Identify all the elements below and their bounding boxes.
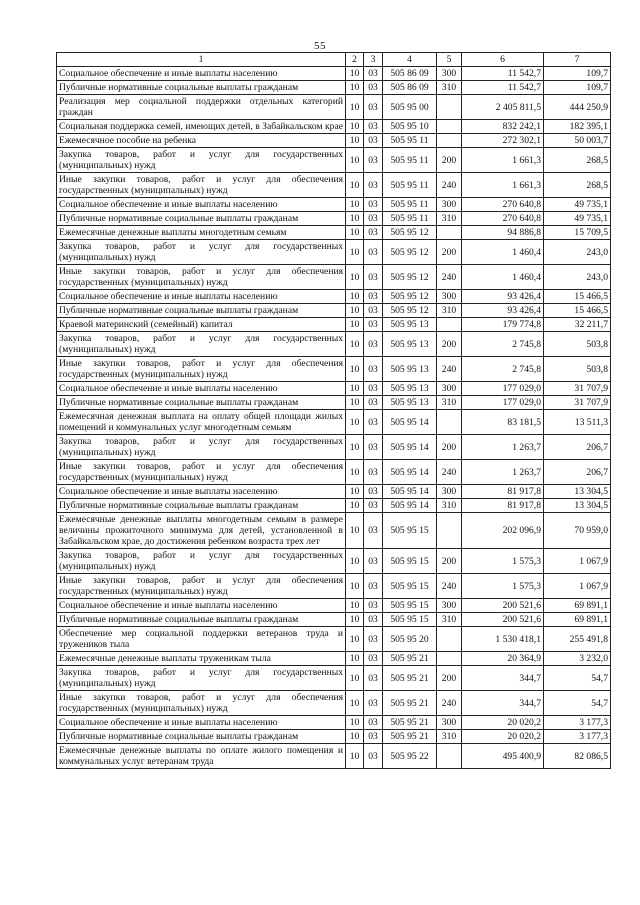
row-description: Публичные нормативные социальные выплаты гражданам bbox=[57, 499, 346, 513]
page-number: 55 bbox=[314, 40, 326, 52]
section-code: 10 bbox=[346, 357, 364, 382]
table-row bbox=[57, 652, 611, 666]
subsection-code: 03 bbox=[364, 691, 383, 716]
amount-total: 1 263,7 bbox=[462, 460, 544, 485]
expense-type-code: 310 bbox=[437, 212, 462, 226]
subsection-code: 03 bbox=[364, 332, 383, 357]
amount-total: 177 029,0 bbox=[462, 382, 544, 396]
table-row bbox=[57, 613, 611, 627]
section-code: 10 bbox=[346, 574, 364, 599]
section-code: 10 bbox=[346, 599, 364, 613]
target-article-code: 505 95 13 bbox=[383, 318, 437, 332]
subsection-code: 03 bbox=[364, 410, 383, 435]
subsection-code: 03 bbox=[364, 652, 383, 666]
section-code: 10 bbox=[346, 81, 364, 95]
amount-period: 503,8 bbox=[544, 357, 611, 382]
row-description: Социальное обеспечение и иные выплаты населению bbox=[57, 716, 346, 730]
row-description: Закупка товаров, работ и услуг для государственных (муниципальных) нужд bbox=[57, 332, 346, 357]
amount-period: 3 177,3 bbox=[544, 730, 611, 744]
subsection-code: 03 bbox=[364, 198, 383, 212]
table-row bbox=[57, 485, 611, 499]
expense-type-code bbox=[437, 652, 462, 666]
target-article-code: 505 95 12 bbox=[383, 226, 437, 240]
subsection-code: 03 bbox=[364, 666, 383, 691]
table-row bbox=[57, 148, 611, 173]
target-article-code: 505 95 11 bbox=[383, 198, 437, 212]
expense-type-code bbox=[437, 134, 462, 148]
table-row bbox=[57, 265, 611, 290]
amount-period: 206,7 bbox=[544, 460, 611, 485]
amount-period: 15 466,5 bbox=[544, 304, 611, 318]
table-row bbox=[57, 666, 611, 691]
section-code: 10 bbox=[346, 212, 364, 226]
row-description: Публичные нормативные социальные выплаты гражданам bbox=[57, 730, 346, 744]
amount-total: 1 460,4 bbox=[462, 265, 544, 290]
expense-type-code: 200 bbox=[437, 148, 462, 173]
section-code: 10 bbox=[346, 716, 364, 730]
column-header: 6 bbox=[462, 53, 544, 67]
amount-period: 243,0 bbox=[544, 265, 611, 290]
target-article-code: 505 95 13 bbox=[383, 382, 437, 396]
amount-total: 11 542,7 bbox=[462, 67, 544, 81]
table-row bbox=[57, 226, 611, 240]
table-row bbox=[57, 396, 611, 410]
subsection-code: 03 bbox=[364, 396, 383, 410]
amount-total: 270 640,8 bbox=[462, 212, 544, 226]
amount-period: 268,5 bbox=[544, 148, 611, 173]
target-article-code: 505 95 11 bbox=[383, 148, 437, 173]
expense-type-code: 240 bbox=[437, 460, 462, 485]
section-code: 10 bbox=[346, 148, 364, 173]
amount-period: 13 304,5 bbox=[544, 485, 611, 499]
target-article-code: 505 95 21 bbox=[383, 652, 437, 666]
column-header: 1 bbox=[57, 53, 346, 67]
section-code: 10 bbox=[346, 304, 364, 318]
section-code: 10 bbox=[346, 730, 364, 744]
target-article-code: 505 95 14 bbox=[383, 499, 437, 513]
amount-total: 1 575,3 bbox=[462, 549, 544, 574]
subsection-code: 03 bbox=[364, 212, 383, 226]
table-row bbox=[57, 240, 611, 265]
row-description: Закупка товаров, работ и услуг для государственных (муниципальных) нужд bbox=[57, 435, 346, 460]
column-header: 3 bbox=[364, 53, 383, 67]
amount-total: 344,7 bbox=[462, 666, 544, 691]
amount-total: 81 917,8 bbox=[462, 485, 544, 499]
amount-total: 202 096,9 bbox=[462, 513, 544, 549]
expense-type-code: 200 bbox=[437, 666, 462, 691]
subsection-code: 03 bbox=[364, 513, 383, 549]
amount-total: 1 530 418,1 bbox=[462, 627, 544, 652]
row-description: Ежемесячные денежные выплаты по оплате жилого помещения и коммунальных услуг ветеранам труда bbox=[57, 744, 346, 769]
subsection-code: 03 bbox=[364, 148, 383, 173]
target-article-code: 505 95 12 bbox=[383, 240, 437, 265]
expense-type-code: 300 bbox=[437, 485, 462, 499]
amount-period: 1 067,9 bbox=[544, 574, 611, 599]
target-article-code: 505 95 22 bbox=[383, 744, 437, 769]
expense-type-code bbox=[437, 513, 462, 549]
table-body bbox=[57, 67, 611, 769]
row-description: Социальное обеспечение и иные выплаты населению bbox=[57, 382, 346, 396]
expense-type-code: 300 bbox=[437, 198, 462, 212]
amount-period: 70 959,0 bbox=[544, 513, 611, 549]
column-header: 4 bbox=[383, 53, 437, 67]
row-description: Ежемесячное пособие на ребенка bbox=[57, 134, 346, 148]
section-code: 10 bbox=[346, 485, 364, 499]
expense-type-code: 240 bbox=[437, 691, 462, 716]
row-description: Публичные нормативные социальные выплаты гражданам bbox=[57, 396, 346, 410]
subsection-code: 03 bbox=[364, 120, 383, 134]
section-code: 10 bbox=[346, 134, 364, 148]
section-code: 10 bbox=[346, 549, 364, 574]
expense-type-code: 200 bbox=[437, 549, 462, 574]
subsection-code: 03 bbox=[364, 549, 383, 574]
amount-total: 93 426,4 bbox=[462, 304, 544, 318]
section-code: 10 bbox=[346, 691, 364, 716]
expense-type-code: 310 bbox=[437, 613, 462, 627]
row-description: Закупка товаров, работ и услуг для государственных (муниципальных) нужд bbox=[57, 549, 346, 574]
expense-type-code: 200 bbox=[437, 332, 462, 357]
row-description: Публичные нормативные социальные выплаты гражданам bbox=[57, 81, 346, 95]
section-code: 10 bbox=[346, 198, 364, 212]
amount-period: 109,7 bbox=[544, 67, 611, 81]
target-article-code: 505 95 15 bbox=[383, 574, 437, 599]
row-description: Иные закупки товаров, работ и услуг для обеспечения государственных (муниципальных) нужд bbox=[57, 691, 346, 716]
section-code: 10 bbox=[346, 627, 364, 652]
table-row bbox=[57, 95, 611, 120]
target-article-code: 505 95 20 bbox=[383, 627, 437, 652]
amount-period: 444 250,9 bbox=[544, 95, 611, 120]
section-code: 10 bbox=[346, 332, 364, 357]
row-description: Иные закупки товаров, работ и услуг для обеспечения государственных (муниципальных) нужд bbox=[57, 265, 346, 290]
subsection-code: 03 bbox=[364, 318, 383, 332]
section-code: 10 bbox=[346, 67, 364, 81]
subsection-code: 03 bbox=[364, 730, 383, 744]
table-row bbox=[57, 691, 611, 716]
amount-period: 268,5 bbox=[544, 173, 611, 198]
expense-type-code bbox=[437, 120, 462, 134]
amount-period: 3 232,0 bbox=[544, 652, 611, 666]
section-code: 10 bbox=[346, 226, 364, 240]
section-code: 10 bbox=[346, 460, 364, 485]
row-description: Иные закупки товаров, работ и услуг для обеспечения государственных (муниципальных) нужд bbox=[57, 460, 346, 485]
row-description: Иные закупки товаров, работ и услуг для обеспечения государственных (муниципальных) нужд bbox=[57, 173, 346, 198]
column-header: 2 bbox=[346, 53, 364, 67]
expense-type-code: 300 bbox=[437, 382, 462, 396]
expense-type-code bbox=[437, 627, 462, 652]
row-description: Социальное обеспечение и иные выплаты населению bbox=[57, 599, 346, 613]
expense-type-code: 300 bbox=[437, 67, 462, 81]
target-article-code: 505 95 21 bbox=[383, 691, 437, 716]
amount-total: 495 400,9 bbox=[462, 744, 544, 769]
row-description: Иные закупки товаров, работ и услуг для обеспечения государственных (муниципальных) нужд bbox=[57, 574, 346, 599]
column-header: 5 bbox=[437, 53, 462, 67]
row-description: Краевой материнский (семейный) капитал bbox=[57, 318, 346, 332]
table-row bbox=[57, 332, 611, 357]
section-code: 10 bbox=[346, 652, 364, 666]
subsection-code: 03 bbox=[364, 435, 383, 460]
amount-period: 182 395,1 bbox=[544, 120, 611, 134]
expense-type-code bbox=[437, 226, 462, 240]
section-code: 10 bbox=[346, 265, 364, 290]
target-article-code: 505 95 12 bbox=[383, 290, 437, 304]
subsection-code: 03 bbox=[364, 460, 383, 485]
amount-period: 69 891,1 bbox=[544, 613, 611, 627]
table-row bbox=[57, 120, 611, 134]
expense-type-code: 310 bbox=[437, 499, 462, 513]
table-row bbox=[57, 627, 611, 652]
section-code: 10 bbox=[346, 240, 364, 265]
subsection-code: 03 bbox=[364, 290, 383, 304]
row-description: Социальное обеспечение и иные выплаты населению bbox=[57, 67, 346, 81]
amount-total: 177 029,0 bbox=[462, 396, 544, 410]
expense-type-code: 300 bbox=[437, 716, 462, 730]
table-row bbox=[57, 499, 611, 513]
section-code: 10 bbox=[346, 173, 364, 198]
expense-type-code: 310 bbox=[437, 304, 462, 318]
row-description: Закупка товаров, работ и услуг для государственных (муниципальных) нужд bbox=[57, 666, 346, 691]
target-article-code: 505 95 14 bbox=[383, 485, 437, 499]
amount-period: 206,7 bbox=[544, 435, 611, 460]
table-row bbox=[57, 410, 611, 435]
section-code: 10 bbox=[346, 120, 364, 134]
amount-period: 31 707,9 bbox=[544, 382, 611, 396]
amount-total: 2 745,8 bbox=[462, 332, 544, 357]
expense-type-code: 200 bbox=[437, 435, 462, 460]
subsection-code: 03 bbox=[364, 744, 383, 769]
subsection-code: 03 bbox=[364, 574, 383, 599]
section-code: 10 bbox=[346, 744, 364, 769]
target-article-code: 505 95 21 bbox=[383, 666, 437, 691]
row-description: Социальное обеспечение и иные выплаты населению bbox=[57, 198, 346, 212]
amount-total: 20 364,9 bbox=[462, 652, 544, 666]
table-row bbox=[57, 318, 611, 332]
expense-type-code bbox=[437, 744, 462, 769]
subsection-code: 03 bbox=[364, 304, 383, 318]
target-article-code: 505 95 11 bbox=[383, 134, 437, 148]
expense-type-code: 240 bbox=[437, 574, 462, 599]
subsection-code: 03 bbox=[364, 265, 383, 290]
amount-total: 272 302,1 bbox=[462, 134, 544, 148]
expense-type-code: 240 bbox=[437, 357, 462, 382]
amount-period: 32 211,7 bbox=[544, 318, 611, 332]
target-article-code: 505 95 11 bbox=[383, 173, 437, 198]
amount-total: 1 460,4 bbox=[462, 240, 544, 265]
column-header: 7 bbox=[544, 53, 611, 67]
expense-type-code: 310 bbox=[437, 396, 462, 410]
table-row bbox=[57, 744, 611, 769]
target-article-code: 505 95 13 bbox=[383, 332, 437, 357]
table-row bbox=[57, 357, 611, 382]
row-description: Иные закупки товаров, работ и услуг для обеспечения государственных (муниципальных) нужд bbox=[57, 357, 346, 382]
row-description: Социальное обеспечение и иные выплаты населению bbox=[57, 485, 346, 499]
subsection-code: 03 bbox=[364, 599, 383, 613]
table-row bbox=[57, 304, 611, 318]
subsection-code: 03 bbox=[364, 95, 383, 120]
subsection-code: 03 bbox=[364, 357, 383, 382]
expense-type-code bbox=[437, 95, 462, 120]
table-row bbox=[57, 173, 611, 198]
amount-total: 832 242,1 bbox=[462, 120, 544, 134]
target-article-code: 505 95 21 bbox=[383, 730, 437, 744]
target-article-code: 505 95 15 bbox=[383, 549, 437, 574]
subsection-code: 03 bbox=[364, 627, 383, 652]
amount-period: 109,7 bbox=[544, 81, 611, 95]
amount-total: 20 020,2 bbox=[462, 716, 544, 730]
table-row bbox=[57, 198, 611, 212]
row-description: Обеспечение мер социальной поддержки ветеранов труда и тружеников тыла bbox=[57, 627, 346, 652]
amount-total: 81 917,8 bbox=[462, 499, 544, 513]
row-description: Публичные нормативные социальные выплаты гражданам bbox=[57, 304, 346, 318]
target-article-code: 505 95 12 bbox=[383, 265, 437, 290]
amount-total: 83 181,5 bbox=[462, 410, 544, 435]
row-description: Публичные нормативные социальные выплаты гражданам bbox=[57, 613, 346, 627]
subsection-code: 03 bbox=[364, 485, 383, 499]
table-row bbox=[57, 549, 611, 574]
amount-period: 31 707,9 bbox=[544, 396, 611, 410]
subsection-code: 03 bbox=[364, 134, 383, 148]
section-code: 10 bbox=[346, 666, 364, 691]
table-row bbox=[57, 212, 611, 226]
expense-type-code: 300 bbox=[437, 290, 462, 304]
table-row bbox=[57, 382, 611, 396]
target-article-code: 505 86 09 bbox=[383, 67, 437, 81]
expense-type-code bbox=[437, 410, 462, 435]
target-article-code: 505 95 13 bbox=[383, 357, 437, 382]
expense-type-code: 200 bbox=[437, 240, 462, 265]
section-code: 10 bbox=[346, 290, 364, 304]
row-description: Ежемесячные денежные выплаты труженикам тыла bbox=[57, 652, 346, 666]
expense-type-code: 300 bbox=[437, 599, 462, 613]
table-row bbox=[57, 81, 611, 95]
expense-type-code bbox=[437, 318, 462, 332]
expense-type-code: 310 bbox=[437, 730, 462, 744]
subsection-code: 03 bbox=[364, 173, 383, 198]
row-description: Публичные нормативные социальные выплаты гражданам bbox=[57, 212, 346, 226]
amount-period: 15 466,5 bbox=[544, 290, 611, 304]
row-description: Социальное обеспечение и иные выплаты населению bbox=[57, 290, 346, 304]
table-row bbox=[57, 513, 611, 549]
amount-period: 54,7 bbox=[544, 666, 611, 691]
target-article-code: 505 95 13 bbox=[383, 396, 437, 410]
section-code: 10 bbox=[346, 396, 364, 410]
target-article-code: 505 95 15 bbox=[383, 513, 437, 549]
target-article-code: 505 95 14 bbox=[383, 410, 437, 435]
amount-period: 54,7 bbox=[544, 691, 611, 716]
amount-total: 1 263,7 bbox=[462, 435, 544, 460]
target-article-code: 505 95 15 bbox=[383, 599, 437, 613]
table-row bbox=[57, 290, 611, 304]
row-description: Ежемесячные денежные выплаты многодетным семьям bbox=[57, 226, 346, 240]
section-code: 10 bbox=[346, 435, 364, 460]
amount-total: 2 745,8 bbox=[462, 357, 544, 382]
section-code: 10 bbox=[346, 382, 364, 396]
table-row bbox=[57, 460, 611, 485]
expense-type-code: 310 bbox=[437, 81, 462, 95]
table-row bbox=[57, 435, 611, 460]
section-code: 10 bbox=[346, 95, 364, 120]
row-description: Социальная поддержка семей, имеющих детей, в Забайкальском крае bbox=[57, 120, 346, 134]
section-code: 10 bbox=[346, 499, 364, 513]
section-code: 10 bbox=[346, 613, 364, 627]
amount-period: 503,8 bbox=[544, 332, 611, 357]
section-code: 10 bbox=[346, 318, 364, 332]
amount-period: 69 891,1 bbox=[544, 599, 611, 613]
subsection-code: 03 bbox=[364, 382, 383, 396]
subsection-code: 03 bbox=[364, 226, 383, 240]
section-code: 10 bbox=[346, 410, 364, 435]
table-header-row bbox=[57, 53, 611, 67]
row-description: Закупка товаров, работ и услуг для государственных (муниципальных) нужд bbox=[57, 148, 346, 173]
table-row bbox=[57, 730, 611, 744]
amount-total: 1 661,3 bbox=[462, 148, 544, 173]
amount-total: 200 521,6 bbox=[462, 599, 544, 613]
row-description: Реализация мер социальной поддержки отдельных категорий граждан bbox=[57, 95, 346, 120]
amount-period: 50 003,7 bbox=[544, 134, 611, 148]
subsection-code: 03 bbox=[364, 499, 383, 513]
amount-total: 270 640,8 bbox=[462, 198, 544, 212]
amount-period: 49 735,1 bbox=[544, 198, 611, 212]
target-article-code: 505 95 14 bbox=[383, 435, 437, 460]
table-row bbox=[57, 134, 611, 148]
amount-period: 243,0 bbox=[544, 240, 611, 265]
amount-period: 13 304,5 bbox=[544, 499, 611, 513]
target-article-code: 505 86 09 bbox=[383, 81, 437, 95]
target-article-code: 505 95 12 bbox=[383, 304, 437, 318]
amount-total: 1 575,3 bbox=[462, 574, 544, 599]
target-article-code: 505 95 21 bbox=[383, 716, 437, 730]
target-article-code: 505 95 11 bbox=[383, 212, 437, 226]
table-row bbox=[57, 574, 611, 599]
amount-period: 49 735,1 bbox=[544, 212, 611, 226]
budget-table bbox=[56, 52, 611, 769]
amount-period: 3 177,3 bbox=[544, 716, 611, 730]
subsection-code: 03 bbox=[364, 240, 383, 265]
amount-period: 82 086,5 bbox=[544, 744, 611, 769]
amount-total: 93 426,4 bbox=[462, 290, 544, 304]
amount-total: 179 774,8 bbox=[462, 318, 544, 332]
expense-type-code: 240 bbox=[437, 265, 462, 290]
amount-total: 94 886,8 bbox=[462, 226, 544, 240]
subsection-code: 03 bbox=[364, 67, 383, 81]
amount-period: 255 491,8 bbox=[544, 627, 611, 652]
table-row bbox=[57, 599, 611, 613]
amount-total: 200 521,6 bbox=[462, 613, 544, 627]
target-article-code: 505 95 15 bbox=[383, 613, 437, 627]
target-article-code: 505 95 10 bbox=[383, 120, 437, 134]
amount-total: 2 405 811,5 bbox=[462, 95, 544, 120]
table-row bbox=[57, 716, 611, 730]
target-article-code: 505 95 14 bbox=[383, 460, 437, 485]
subsection-code: 03 bbox=[364, 81, 383, 95]
expense-type-code: 240 bbox=[437, 173, 462, 198]
amount-total: 11 542,7 bbox=[462, 81, 544, 95]
amount-period: 13 511,3 bbox=[544, 410, 611, 435]
section-code: 10 bbox=[346, 513, 364, 549]
amount-period: 15 709,5 bbox=[544, 226, 611, 240]
row-description: Ежемесячная денежная выплата на оплату общей площади жилых помещений и коммунальных услуг многодетным семьям bbox=[57, 410, 346, 435]
table-row bbox=[57, 67, 611, 81]
amount-total: 20 020,2 bbox=[462, 730, 544, 744]
amount-total: 1 661,3 bbox=[462, 173, 544, 198]
amount-total: 344,7 bbox=[462, 691, 544, 716]
row-description: Ежемесячные денежные выплаты многодетным семьям в размере величины прожиточного минимума для детей, установленной в Забайкальском крае, до достижения ребенком возраста трех лет bbox=[57, 513, 346, 549]
target-article-code: 505 95 00 bbox=[383, 95, 437, 120]
subsection-code: 03 bbox=[364, 716, 383, 730]
subsection-code: 03 bbox=[364, 613, 383, 627]
row-description: Закупка товаров, работ и услуг для государственных (муниципальных) нужд bbox=[57, 240, 346, 265]
amount-period: 1 067,9 bbox=[544, 549, 611, 574]
